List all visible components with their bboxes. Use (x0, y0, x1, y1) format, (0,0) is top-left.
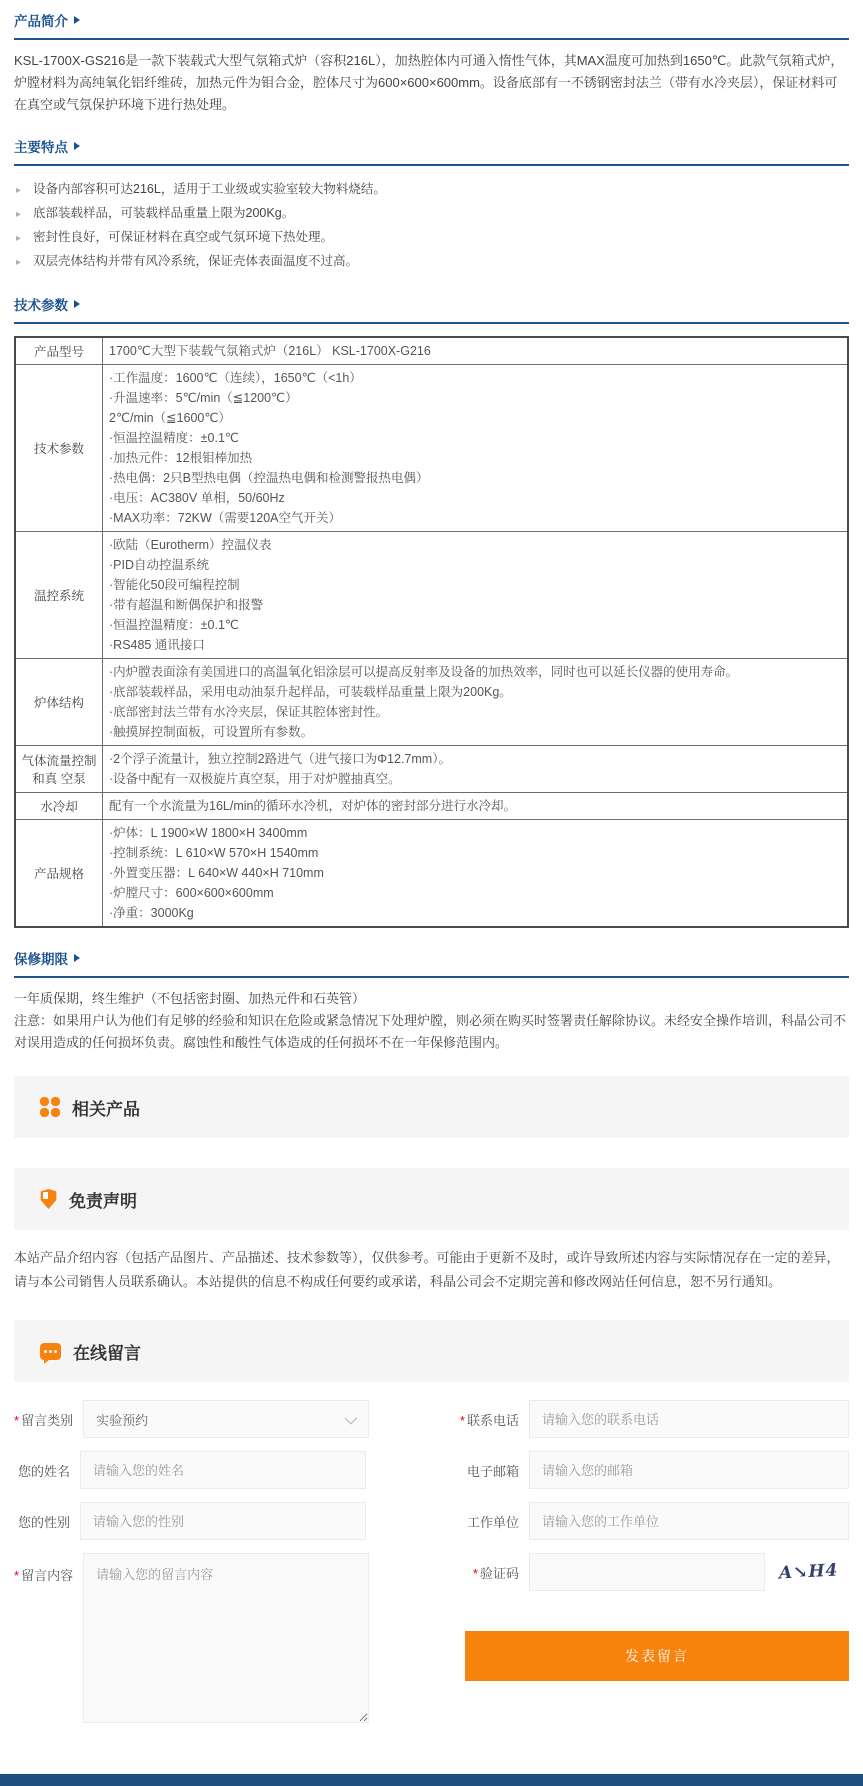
section-title: 技术参数 (14, 298, 68, 313)
bullet-icon: ▸ (16, 185, 22, 196)
category-label: * 留言类别 (14, 1412, 74, 1428)
table-row (15, 820, 848, 928)
spec-line: ·升温速率：5℃/min（≦1200℃） (109, 391, 298, 405)
required-asterisk: * (459, 1412, 465, 1428)
table-row (15, 659, 848, 746)
section-features-heading (14, 136, 849, 156)
intro-paragraph: KSL-1700X-GS216是一款下装载式大型气氛箱式炉（容积216L），加热腔体内可通入惰性气体，其MAX温度可加热到1650℃。此款气氛箱式炉，炉膛材料为高纯氧化铝纤维砖，加热元件为钼合金，腔体尺寸为600×600×600mm。设备底部有一不锈钢密封法兰（带有水冷夹层），保证材料可在真空或气氛保护环境下进行热处理。 (14, 53, 844, 112)
table-row (15, 532, 848, 659)
feature-text: 底部装载样品，可装载样品重量上限为200Kg。 (33, 206, 295, 220)
gender-input[interactable] (80, 1502, 366, 1540)
spec-line: 配有一个水流量为16L/min的循环水冷机，对炉体的密封部分进行水冷却。 (109, 799, 516, 813)
form-row (14, 1553, 849, 1728)
spec-line: ·智能化50段可编程控制 (109, 578, 240, 592)
spec-line: ·底部装载样品，采用电动油泵升起样品，可装载样品重量上限为200Kg。 (109, 685, 512, 699)
spec-row-label: 产品规格 (15, 820, 103, 928)
spec-row-label: 技术参数 (15, 365, 103, 532)
spec-line: ·恒温控温精度：±0.1℃ (109, 618, 239, 632)
spec-row-label: 温控系统 (15, 532, 103, 659)
table-row (15, 746, 848, 793)
form-row (14, 1451, 849, 1489)
list-item (14, 202, 849, 226)
form-row (14, 1502, 849, 1540)
form-row (14, 1400, 849, 1438)
chevron-down-icon (345, 1411, 358, 1424)
spec-line: ·内炉膛表面涂有美国进口的高温氧化铝涂层可以提高反射率及设备的加热效率，同时也可以延长仪器的使用寿命。 (109, 665, 739, 679)
section-arrow-icon (74, 954, 80, 962)
spec-line: ·RS485 通讯接口 (109, 638, 205, 652)
bullet-icon: ▸ (16, 257, 22, 268)
section-divider (14, 976, 849, 978)
spec-row-label: 气体流量控制和真 空泵 (15, 746, 103, 793)
section-title: 主要特点 (14, 140, 68, 155)
online-message-header (14, 1320, 849, 1382)
related-products-header (14, 1076, 849, 1138)
disclaimer-title: 免责声明 (69, 1191, 137, 1211)
captcha-label: * 验证码 (472, 1565, 519, 1581)
spec-line: ·净重：3000Kg (109, 906, 194, 920)
spec-line: ·电压：AC380V 单相，50/60Hz (109, 491, 285, 505)
captcha-row (465, 1553, 849, 1591)
spec-line: ·MAX功率：72KW（需要120A空气开关） (109, 511, 341, 525)
name-input[interactable] (80, 1451, 366, 1489)
section-title: 保修期限 (14, 952, 68, 967)
feature-text: 双层壳体结构并带有风冷系统，保证壳体表面温度不过高。 (33, 254, 359, 268)
related-products-title: 相关产品 (72, 1099, 140, 1119)
email-input[interactable] (529, 1451, 849, 1489)
online-message-title: 在线留言 (73, 1343, 141, 1363)
feature-text: 设备内部容积可达216L，适用于工业级或实验室较大物料烧结。 (33, 182, 386, 196)
email-label: 电子邮箱 (466, 1463, 519, 1479)
spec-line: ·欧陆（Eurotherm）控温仪表 (109, 538, 272, 552)
spec-line: ·炉膛尺寸：600×600×600mm (109, 886, 274, 900)
section-arrow-icon (74, 300, 80, 308)
spec-line: ·加热元件：12根钼棒加热 (109, 451, 253, 465)
captcha-image[interactable]: A↘H4 (778, 1560, 839, 1584)
spec-line: ·设备中配有一双极旋片真空泵，用于对炉膛抽真空。 (109, 772, 401, 786)
phone-input[interactable] (529, 1400, 849, 1438)
message-content-textarea[interactable] (83, 1553, 369, 1723)
spec-line: ·外置变压器：L 640×W 440×H 710mm (109, 866, 324, 880)
section-divider (14, 322, 849, 324)
section-arrow-icon (74, 142, 80, 150)
name-label: 您的姓名 (17, 1463, 70, 1479)
spec-line: ·PID自动控温系统 (109, 558, 210, 572)
table-row (15, 365, 848, 532)
category-select[interactable] (83, 1400, 369, 1438)
spec-line: ·炉体：L 1900×W 1800×H 3400mm (109, 826, 308, 840)
spec-line: 1700℃大型下装载气氛箱式炉（216L） KSL-1700X-G216 (109, 344, 431, 358)
spec-line: ·恒温控温精度：±0.1℃ (109, 431, 239, 445)
footer-bar (0, 1774, 863, 1786)
spec-line: ·带有超温和断偶保护和报警 (109, 598, 264, 612)
company-input[interactable] (529, 1502, 849, 1540)
category-selected-value: 实验预约 (96, 1412, 149, 1428)
spec-row-label: 水冷却 (15, 793, 103, 820)
message-form (14, 1400, 849, 1728)
company-label: 工作单位 (466, 1514, 519, 1530)
disclaimer-header (14, 1168, 849, 1230)
spec-line: ·2个浮子流量计，独立控制2路进气（进气接口为Φ12.7mm）。 (109, 752, 451, 766)
required-asterisk: * (14, 1568, 20, 1583)
section-specs-heading (14, 294, 849, 314)
warranty-note: 注意：如果用户认为他们有足够的经验和知识在危险或紧急情况下处理炉膛，则必须在购买时签署责任解除协议。未经安全操作培训，科晶公司不对误用造成的任何损坏负责。腐蚀性和酸性气体造成的任何损坏不在一年保修范围内。 (14, 1013, 847, 1050)
list-item (14, 250, 849, 274)
spec-line: 2℃/min（≦1600℃） (109, 411, 231, 425)
content-label: * 留言内容 (14, 1568, 74, 1583)
spec-line: ·底部密封法兰带有水冷夹层，保证其腔体密封性。 (109, 705, 389, 719)
warranty-line: 一年质保期，终生维护（不包括密封圈、加热元件和石英管） (14, 991, 366, 1006)
page-content (0, 10, 863, 1728)
feature-list (14, 178, 849, 274)
bullet-icon: ▸ (16, 233, 22, 244)
section-divider (14, 164, 849, 166)
spec-row-label: 炉体结构 (15, 659, 103, 746)
captcha-input[interactable] (529, 1553, 765, 1591)
phone-label: * 联系电话 (459, 1412, 519, 1428)
submit-message-button[interactable]: 发表留言 (465, 1631, 849, 1681)
list-item (14, 226, 849, 250)
section-intro-heading (14, 10, 849, 30)
spec-line: ·热电偶：2只B型热电偶（控温热电偶和检测警报热电偶） (109, 471, 429, 485)
table-row (15, 793, 848, 820)
table-row (15, 337, 848, 365)
section-title: 产品简介 (14, 14, 68, 29)
spec-line: ·控制系统：L 610×W 570×H 1540mm (109, 846, 319, 860)
bullet-icon: ▸ (16, 209, 22, 220)
required-asterisk: * (472, 1565, 478, 1581)
shield-icon (40, 1189, 57, 1209)
chat-bubble-icon (40, 1343, 61, 1360)
spec-line: ·触摸屏控制面板，可设置所有参数。 (109, 725, 314, 739)
gender-label: 您的性别 (17, 1514, 70, 1530)
section-arrow-icon (74, 16, 80, 24)
spec-line: ·工作温度：1600℃（连续），1650℃（<1h） (109, 371, 362, 385)
section-warranty-heading (14, 948, 849, 968)
required-asterisk: * (14, 1412, 20, 1428)
related-products-icon (40, 1097, 60, 1117)
disclaimer-paragraph: 本站产品介绍内容（包括产品图片、产品描述、技术参数等），仅供参考。可能由于更新不及时，或许导致所述内容与实际情况存在一定的差异，请与本公司销售人员联系确认。本站提供的信息不构成任何要约或承诺，科晶公司会不定期完善和修改网站任何信息，恕不另行通知。 (14, 1250, 840, 1289)
feature-text: 密封性良好，可保证材料在真空或气氛环境下热处理。 (33, 230, 334, 244)
list-item (14, 178, 849, 202)
specs-table (14, 336, 849, 928)
section-divider (14, 38, 849, 40)
spec-row-label: 产品型号 (15, 337, 103, 365)
